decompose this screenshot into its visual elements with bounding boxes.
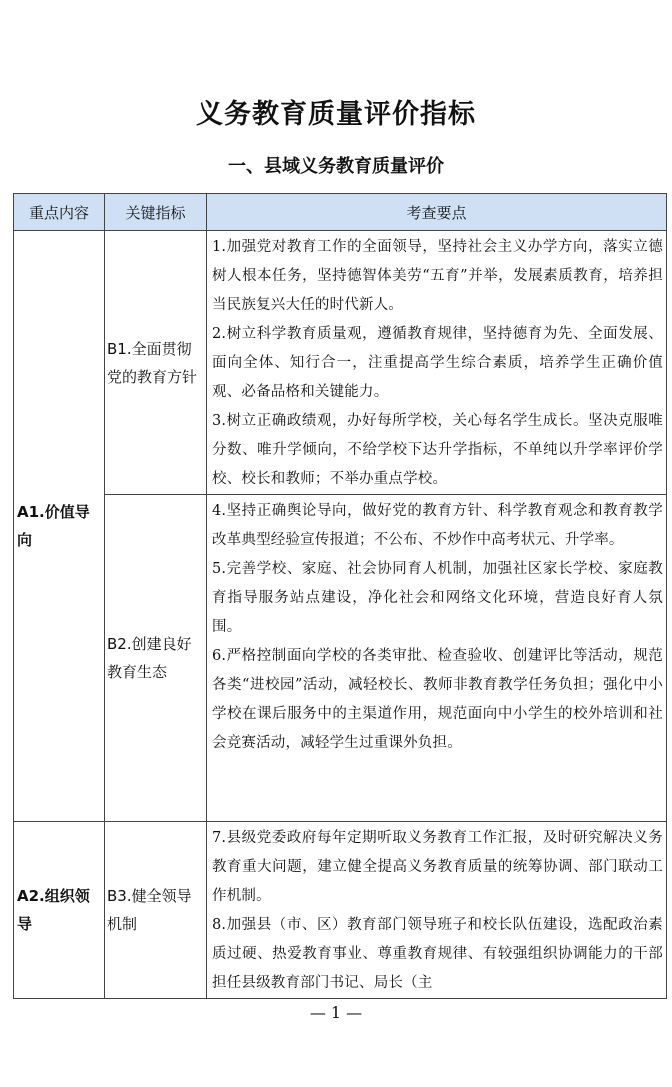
indicator-cell [105,822,207,999]
header-focus-content: 重点内容 [14,194,105,231]
point-item: 6.严格控制面向学校的各类审批、检查验收、创建评比等活动，规范各类“进校园”活动，减轻校长、教师非教育教学任务负担；强化中小学校在课后服务中的主渠道作用，规范面向中小学生的校外培训和社会竞赛活动，减轻学生过重课外负担。 [212,648,663,751]
indicator-b2: B2.创建良好教育生态 [107,635,192,681]
point-item: 2.树立科学教育质量观，遵循教育规律，坚持德育为先、全面发展、面向全体、知行合一，注重提高学生综合素质，培养学生正确价值观、必备品格和关键能力。 [212,326,663,400]
table-row [14,822,667,999]
indicator-b3: B3.健全领导机制 [107,887,192,933]
point-item: 3.树立正确政绩观，办好每所学校，关心每名学生成长。坚决克服唯分数、唯升学倾向，不给学校下达升学指标，不单纯以升学率评价学校、校长和教师；不举办重点学校。 [212,413,663,487]
key-content-cell [14,822,105,999]
page-number: — 1 — [309,1003,363,1022]
points-cell [207,495,667,822]
indicator-cell [105,231,207,495]
point-item: 7.县级党委政府每年定期听取义务教育工作汇报，及时研究解决义务教育重大问题，建立健全提高义务教育质量的统筹协调、部门联动工作机制。 [212,830,663,904]
key-content-cell [14,231,105,822]
table-row [14,495,667,822]
document-title: 义务教育质量评价指标 [196,99,476,130]
points-cell [207,231,667,495]
point-item: 4.坚持正确舆论导向，做好党的教育方针、科学教育观念和教育教学改革典型经验宣传报道；不公布、不炒作中高考状元、升学率。 [212,503,663,548]
point-item: 5.完善学校、家庭、社会协同育人机制，加强社区家长学校、家庭教育指导服务站点建设，净化社会和网络文化环境，营造良好育人氛围。 [212,561,663,635]
point-item: 8.加强县（市、区）教育部门领导班子和校长队伍建设，选配政治素质过硬、热爱教育事业、尊重教育规律、有较强组织协调能力的干部担任县级教育部门书记、局长（主 [212,917,663,991]
indicator-cell [105,495,207,822]
point-item: 1.加强党对教育工作的全面领导，坚持社会主义办学方向，落实立德树人根本任务，坚持德智体美劳“五育”并举，发展素质教育，培养担当民族复兴大任的时代新人。 [212,239,663,313]
points-cell [207,822,667,999]
header-key-indicator: 关键指标 [105,194,207,231]
indicator-b1: B1.全面贯彻党的教育方针 [107,339,198,386]
table-row [14,231,667,495]
key-content-a1: A1.价值导向 [17,503,90,549]
section-subtitle: 一、县域义务教育质量评价 [228,156,444,177]
header-inspection-points: 考查要点 [207,194,667,231]
header-row [14,194,667,231]
evaluation-table [13,193,667,999]
key-content-a2: A2.组织领导 [17,887,90,933]
